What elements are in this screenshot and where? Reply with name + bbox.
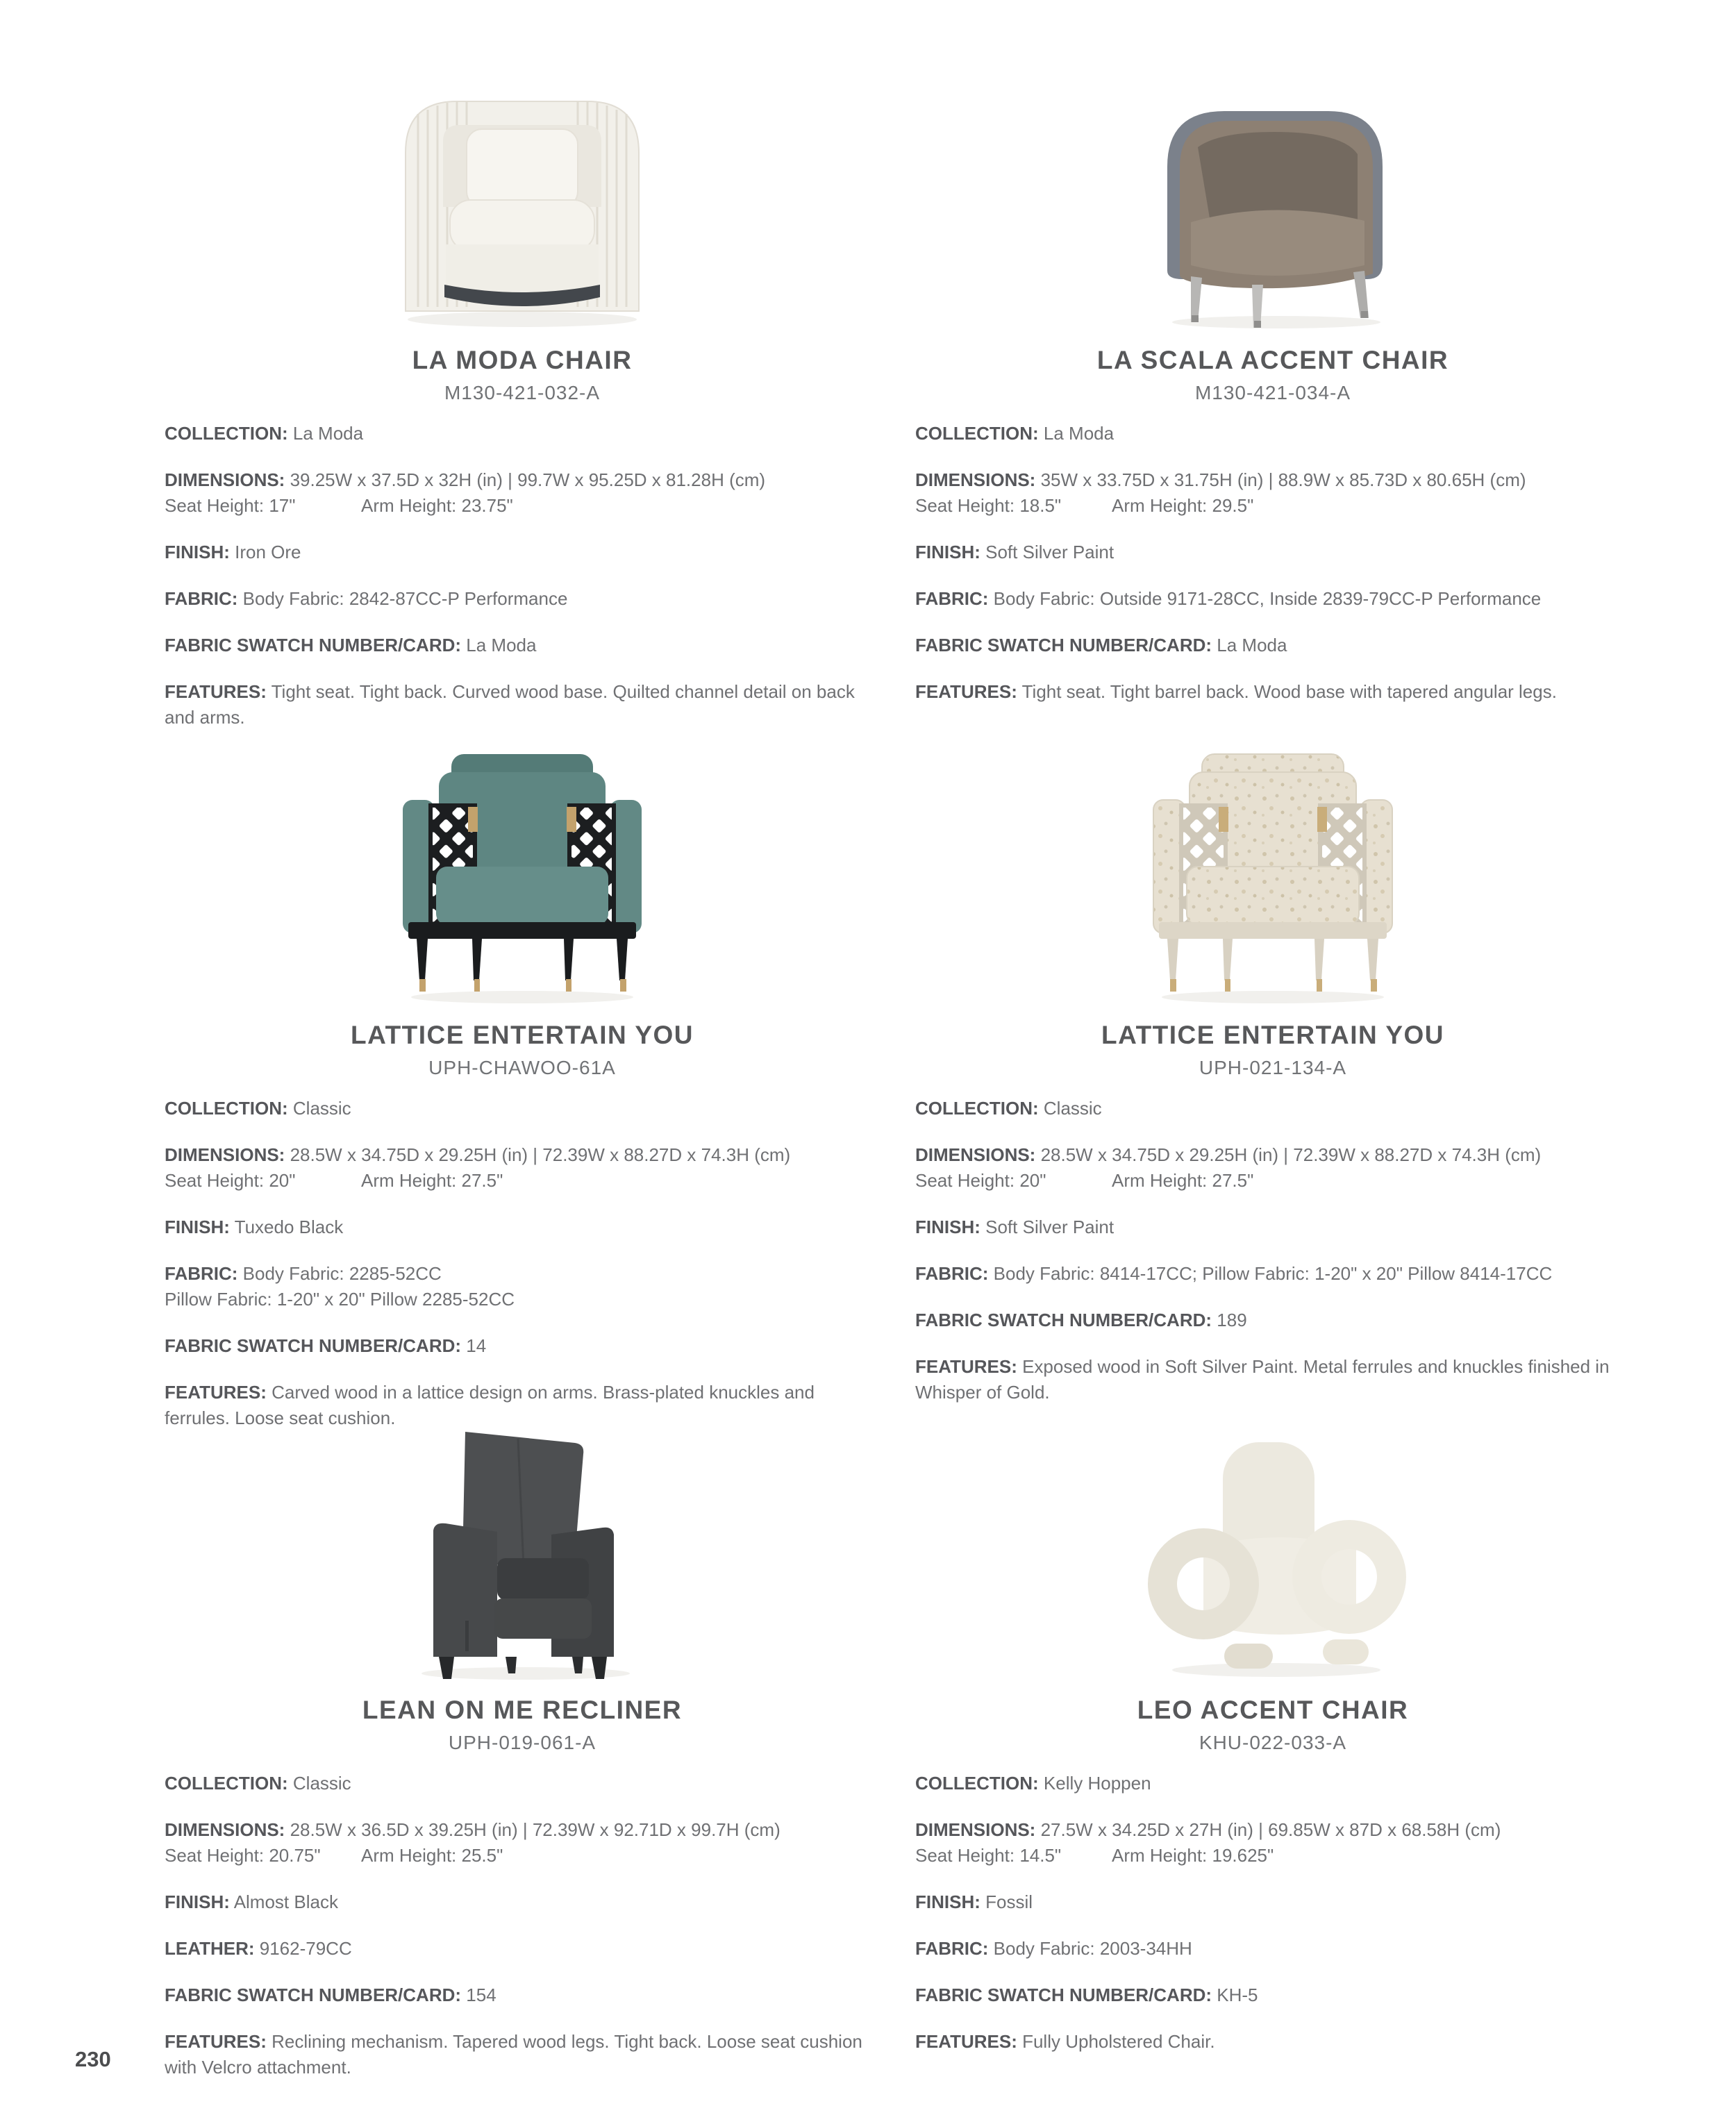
spec-dimensions: DIMENSIONS: 39.25W x 37.5D x 32H (in) | 99.7W x 95.25D x 81.28H (cm) Seat Height: 17" Arm Height: 23.75" (165, 469, 766, 516)
product-specs (915, 1771, 1630, 2055)
product-photo-leo-accent-chair (915, 1405, 1630, 1683)
product-specs (165, 421, 880, 730)
product-photo-la-scala-accent-chair (915, 56, 1630, 333)
spec-features: FEATURES: Carved wood in a lattice design on arms. Brass-plated knuckles and ferrules. Loose seat cushion. (165, 1382, 815, 1428)
spec-swatch: FABRIC SWATCH NUMBER/CARD: 189 (915, 1310, 1247, 1330)
spec-swatch: FABRIC SWATCH NUMBER/CARD: 14 (165, 1335, 487, 1356)
product-photo-lattice-entertain-you-teal (165, 730, 880, 1008)
leo-accent-chair-image (1117, 1423, 1429, 1683)
product-model-number: UPH-019-061-A (448, 1732, 596, 1753)
product-model-number: UPH-021-134-A (1199, 1057, 1347, 1078)
spec-dimensions: DIMENSIONS: 28.5W x 34.75D x 29.25H (in) | 72.39W x 88.27D x 74.3H (cm) Seat Height: 20" Arm Height: 27.5" (915, 1144, 1542, 1191)
spec-features: FEATURES: Fully Upholstered Chair. (915, 2031, 1215, 2052)
product-specs (915, 1096, 1630, 1405)
spec-finish: FINISH: Tuxedo Black (165, 1217, 344, 1237)
product-photo-lean-on-me-recliner (165, 1405, 880, 1683)
product-model-number: M130-421-032-A (444, 382, 601, 403)
spec-collection: COLLECTION: Classic (165, 1098, 351, 1119)
product-card-lattice-entertain-you-teal (165, 730, 880, 1428)
spec-swatch: FABRIC SWATCH NUMBER/CARD: La Moda (165, 635, 537, 655)
product-card-la-scala-accent-chair (915, 56, 1630, 730)
lattice-entertain-you-cream-image (1117, 736, 1429, 1008)
spec-dimensions: DIMENSIONS: 27.5W x 34.25D x 27H (in) | 69.85W x 87D x 68.58H (cm) Seat Height: 14.5" Arm Height: 19.625" (915, 1819, 1501, 1866)
spec-finish: FINISH: Almost Black (165, 1891, 338, 1912)
product-card-lean-on-me-recliner (165, 1405, 880, 2080)
lean-on-me-recliner-image (366, 1411, 678, 1683)
product-model-number: KHU-022-033-A (1199, 1732, 1347, 1753)
spec-leather: LEATHER: 9162-79CC (165, 1938, 352, 1959)
spec-collection: COLLECTION: La Moda (165, 423, 364, 444)
spec-features: FEATURES: Exposed wood in Soft Silver Paint. Metal ferrules and knuckles finished in Whisper of Gold. (915, 1356, 1610, 1403)
product-photo-lattice-entertain-you-cream (915, 730, 1630, 1008)
spec-finish: FINISH: Soft Silver Paint (915, 542, 1115, 562)
spec-fabric: FABRIC: Body Fabric: Outside 9171-28CC, Inside 2839-79CC-P Performance (915, 588, 1542, 609)
product-specs (915, 421, 1630, 705)
spec-swatch: FABRIC SWATCH NUMBER/CARD: KH-5 (915, 1985, 1258, 2005)
spec-features: FEATURES: Tight seat. Tight back. Curved wood base. Quilted channel detail on back and arms. (165, 681, 855, 728)
product-title: LEAN ON ME RECLINER (362, 1696, 683, 1724)
spec-dimensions: DIMENSIONS: 35W x 33.75D x 31.75H (in) | 88.9W x 85.73D x 80.65H (cm) Seat Height: 18.5" Arm Height: 29.5" (915, 469, 1526, 516)
spec-swatch: FABRIC SWATCH NUMBER/CARD: 154 (165, 1985, 496, 2005)
spec-dimensions: DIMENSIONS: 28.5W x 34.75D x 29.25H (in) | 72.39W x 88.27D x 74.3H (cm) Seat Height: 20" Arm Height: 27.5" (165, 1144, 791, 1191)
product-specs (165, 1096, 880, 1431)
spec-fabric: FABRIC: Body Fabric: 2285-52CC Pillow Fabric: 1-20" x 20" Pillow 2285-52CC (165, 1263, 515, 1310)
product-photo-la-moda-chair (165, 56, 880, 333)
spec-collection: COLLECTION: La Moda (915, 423, 1115, 444)
product-title: LA SCALA ACCENT CHAIR (1096, 346, 1449, 374)
product-grid (165, 56, 1630, 2080)
product-title: LATTICE ENTERTAIN YOU (1101, 1021, 1444, 1049)
spec-finish: FINISH: Soft Silver Paint (915, 1217, 1115, 1237)
page-number: 230 (75, 2047, 111, 2071)
spec-fabric: FABRIC: Body Fabric: 2842-87CC-P Performance (165, 588, 568, 609)
product-model-number: M130-421-034-A (1194, 382, 1351, 403)
product-title: LEO ACCENT CHAIR (1137, 1696, 1409, 1724)
spec-collection: COLLECTION: Classic (165, 1773, 351, 1794)
product-title: LATTICE ENTERTAIN YOU (351, 1021, 694, 1049)
la-moda-chair-image (359, 62, 685, 333)
lattice-entertain-you-teal-image (366, 736, 678, 1008)
spec-fabric: FABRIC: Body Fabric: 8414-17CC; Pillow Fabric: 1-20" x 20" Pillow 8414-17CC (915, 1263, 1553, 1284)
product-card-lattice-entertain-you-cream (915, 730, 1630, 1405)
spec-collection: COLLECTION: Kelly Hoppen (915, 1773, 1151, 1794)
spec-finish: FINISH: Iron Ore (165, 542, 301, 562)
spec-fabric: FABRIC: Body Fabric: 2003-34HH (915, 1938, 1192, 1959)
la-scala-accent-chair-image (1110, 62, 1436, 333)
spec-features: FEATURES: Tight seat. Tight barrel back. Wood base with tapered angular legs. (915, 681, 1557, 702)
spec-swatch: FABRIC SWATCH NUMBER/CARD: La Moda (915, 635, 1287, 655)
product-card-leo-accent-chair (915, 1405, 1630, 2080)
product-model-number: UPH-CHAWOO-61A (428, 1057, 616, 1078)
product-card-la-moda-chair (165, 56, 880, 730)
spec-dimensions: DIMENSIONS: 28.5W x 36.5D x 39.25H (in) | 72.39W x 92.71D x 99.7H (cm) Seat Height: 20.75" Arm Height: 25.5" (165, 1819, 781, 1866)
product-title: LA MODA CHAIR (412, 346, 633, 374)
spec-features: FEATURES: Reclining mechanism. Tapered wood legs. Tight back. Loose seat cushion with Velcro attachment. (165, 2031, 862, 2078)
spec-finish: FINISH: Fossil (915, 1891, 1033, 1912)
spec-collection: COLLECTION: Classic (915, 1098, 1102, 1119)
product-specs (165, 1771, 880, 2080)
